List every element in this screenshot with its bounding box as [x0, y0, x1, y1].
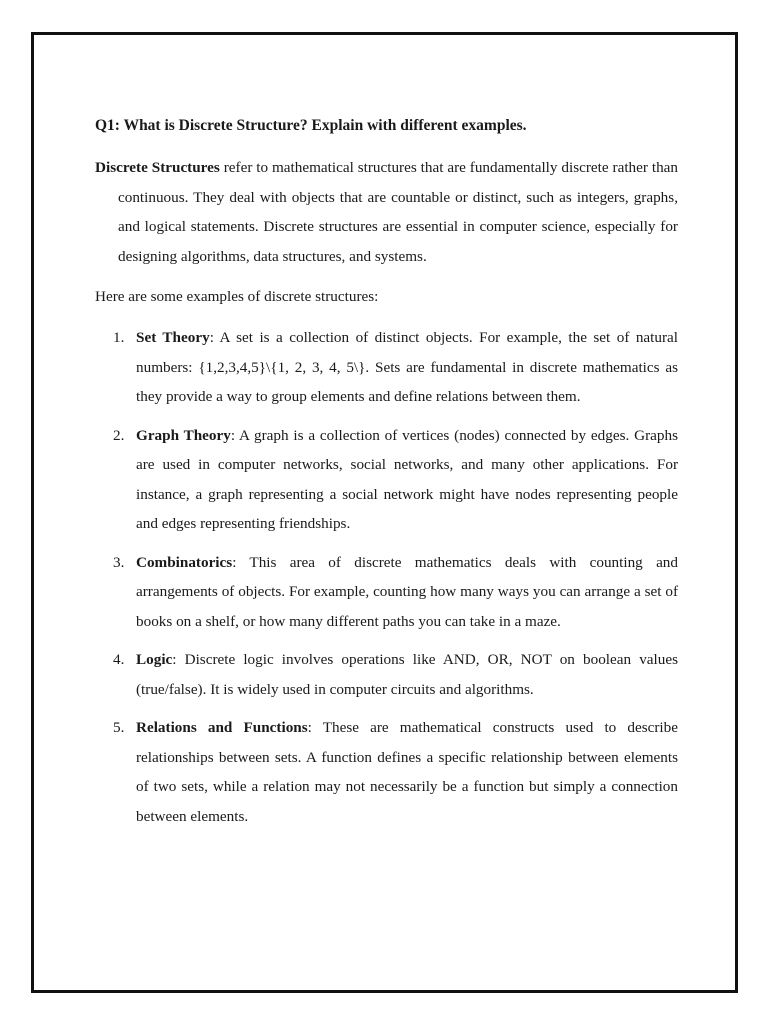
- list-item-text: : A set is a collection of distinct objects. For example, the set of natural numbers: {1,2,3,4,5}\{1, 2, 3, 4, 5\}. Sets are fundamental in discrete mathematics as they provide a way to group elements and define relations between them.: [136, 329, 679, 405]
- list-item-text: : This area of discrete mathematics deals with counting and arrangements of objects. For example, counting how many ways you can arrange a set of books on a shelf, or how many different paths you can take in a maze.: [136, 553, 678, 630]
- list-item-term: Set Theory: [136, 329, 210, 346]
- list-item: [95, 421, 678, 539]
- list-item-number: 2.: [113, 426, 125, 444]
- list-item-text: : These are mathematical constructs used to describe relationships between sets. A function defines a specific relationship between elements of two sets, while a relation may not necessarily be a function but simply a connection between elements.: [136, 719, 678, 825]
- list-item: [95, 645, 678, 704]
- question-heading: Q1: What is Discrete Structure? Explain with different examples.: [95, 117, 527, 134]
- list-item-number: 5.: [113, 719, 125, 736]
- list-item-text: : Discrete logic involves operations like AND, OR, NOT on boolean values (true/false). It is widely used in computer circuits and algorithms.: [136, 651, 678, 698]
- list-item-number: 1.: [113, 329, 125, 346]
- list-item-number: 3.: [113, 553, 125, 571]
- list-item-term: Logic: [136, 651, 173, 668]
- examples-lead: Here are some examples of discrete structures:: [95, 288, 379, 305]
- list-item-term: Relations and Functions: [136, 719, 308, 736]
- list-item-number: 4.: [113, 651, 125, 668]
- examples-list: [95, 323, 678, 831]
- list-item-term: Combinatorics: [136, 553, 233, 571]
- list-item-term: Graph Theory: [136, 426, 231, 444]
- intro-text: refer to mathematical structures that are fundamentally discrete rather than continuous. They deal with objects that are countable or distinct, such as integers, graphs, and logical statements. Discrete structures are essential in computer science, especially for designing algorithms, data structures, and systems.: [118, 159, 678, 265]
- list-item: [95, 323, 678, 412]
- document-body: [95, 114, 678, 840]
- list-item: [95, 713, 678, 831]
- intro-term: Discrete Structures: [95, 159, 220, 176]
- list-item: [95, 548, 678, 637]
- intro-paragraph: [95, 153, 678, 271]
- list-item-text: : A graph is a collection of vertices (nodes) connected by edges. Graphs are used in computer networks, social networks, and many other applications. For instance, a graph representing a social network might have nodes representing people and edges representing friendships.: [136, 426, 678, 532]
